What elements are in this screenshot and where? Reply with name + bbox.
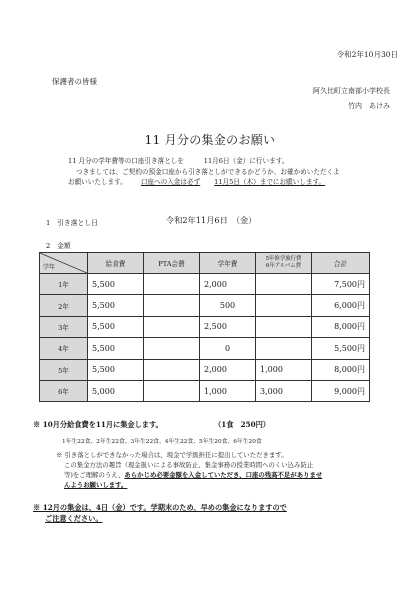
lunch-counts: 1年生22食、2年生22食、3年生22食、4年生22食、5年生20食、6年生20食 bbox=[62, 439, 262, 445]
cell-grade: 1年 bbox=[40, 274, 88, 295]
table-row bbox=[40, 380, 370, 401]
cell-lunch: 5,500 bbox=[88, 359, 144, 380]
sender-school: 阿久比町立南部小学校長 bbox=[313, 87, 390, 95]
cell-grade-fee: 2,000 bbox=[200, 274, 256, 295]
cell-total: 6,000円 bbox=[312, 295, 370, 316]
cell-lunch: 5,500 bbox=[88, 316, 144, 337]
cell-grade: 5年 bbox=[40, 359, 88, 380]
cell-travel bbox=[256, 274, 312, 295]
cell-travel: 3,000 bbox=[256, 380, 312, 401]
section-1-label: 1 引き落とし日 bbox=[46, 219, 98, 227]
cell-grade: 6年 bbox=[40, 380, 88, 401]
table-row bbox=[40, 316, 370, 337]
cell-total: 8,000円 bbox=[312, 359, 370, 380]
header-grade-fee: 学年費 bbox=[200, 253, 256, 274]
note2-line-2: ご注意ください。 bbox=[45, 514, 103, 523]
header-travel-line-2: 6年アルバム費 bbox=[265, 263, 302, 269]
cell-grade-fee: 2,000 bbox=[200, 359, 256, 380]
cell-travel: 1,000 bbox=[256, 359, 312, 380]
header-grade-label: 学年 bbox=[43, 264, 56, 271]
cell-grade-fee: 500 bbox=[200, 295, 256, 316]
para-line-4: んようお願いします。 bbox=[64, 481, 128, 489]
cell-total: 8,000円 bbox=[312, 316, 370, 337]
para-line-3a: 等)をご理解のうえ、 bbox=[64, 471, 125, 479]
cell-grade: 4年 bbox=[40, 338, 88, 359]
fee-table bbox=[39, 252, 370, 402]
cell-grade-fee: 1,000 bbox=[200, 380, 256, 401]
deposit-deadline-a: 口座への入金は必ず bbox=[140, 178, 201, 186]
cell-lunch: 5,000 bbox=[88, 380, 144, 401]
para-line-1: ※ 引き落としができなかった場合は、現金で学級担任に提出していただきます。 bbox=[56, 451, 288, 459]
table-row bbox=[40, 359, 370, 380]
table-row bbox=[40, 338, 370, 359]
intro-line-3 bbox=[68, 177, 398, 188]
cell-total: 9,000円 bbox=[312, 380, 370, 401]
deposit-deadline-b: 11月5日（木）までにお願いします。 bbox=[214, 178, 326, 186]
lunch-fee-notice: ※ 10月分給食費を11月に集金します。 bbox=[33, 420, 163, 429]
header-lunch: 給食費 bbox=[88, 253, 144, 274]
intro-line-1: 11 月分の学年費等の口座引き落としを 11月6日（金）に行います。 bbox=[68, 157, 289, 165]
header-grade bbox=[40, 253, 88, 274]
header-pta: PTA会費 bbox=[144, 253, 200, 274]
section-2-label: 2 金額 bbox=[46, 242, 71, 250]
intro-paragraph bbox=[68, 156, 398, 188]
withdrawal-failure-notice bbox=[56, 450, 376, 490]
december-collection-notice bbox=[33, 502, 383, 524]
cell-pta bbox=[144, 274, 200, 295]
withdrawal-date: 令和2年11月6日 （金） bbox=[166, 215, 257, 225]
para-line-2: この集金方法の趣旨（現金扱いによる事故防止、集金事務の授業時間へのくい込み防止 bbox=[64, 461, 314, 469]
cell-pta bbox=[144, 316, 200, 337]
cell-grade: 2年 bbox=[40, 295, 88, 316]
cell-lunch: 5,500 bbox=[88, 295, 144, 316]
cell-travel bbox=[256, 338, 312, 359]
cell-pta bbox=[144, 359, 200, 380]
cell-grade: 3年 bbox=[40, 316, 88, 337]
lunch-unit-price: （1食 250円） bbox=[214, 420, 270, 429]
cell-travel bbox=[256, 295, 312, 316]
cell-pta bbox=[144, 295, 200, 316]
fee-table-header bbox=[40, 253, 370, 274]
note2-line-1: ※ 12月の集金は、4日（金）です。学期末のため、早めの集金になりますので bbox=[33, 503, 287, 512]
cell-lunch: 5,500 bbox=[88, 274, 144, 295]
deposit-request: あらかじめ必要金額を入金していただき、口座の残高不足がありませ bbox=[124, 471, 323, 479]
cell-total: 5,500円 bbox=[312, 338, 370, 359]
document-title: 11 月分の集金のお願い bbox=[144, 133, 276, 147]
document-date: 令和2年10月30日 bbox=[336, 50, 398, 59]
header-travel-album bbox=[256, 253, 312, 274]
cell-grade-fee: 0 bbox=[200, 338, 256, 359]
para-line-3 bbox=[56, 470, 376, 480]
addressee: 保護者の皆様 bbox=[52, 77, 97, 86]
sender-name: 竹内 あけみ bbox=[348, 102, 390, 110]
table-row bbox=[40, 295, 370, 316]
cell-total: 7,500円 bbox=[312, 274, 370, 295]
header-travel-line-1: 5年修学旅行費 bbox=[265, 256, 302, 262]
intro-line-2: つきましては、ご契約の預金口座から引き落としができるかどうか、お確かめいただくよ bbox=[76, 167, 340, 176]
intro-line-3a: お願いいたします。 bbox=[68, 178, 127, 186]
header-total: 合計 bbox=[312, 253, 370, 274]
cell-lunch: 5,500 bbox=[88, 338, 144, 359]
cell-grade-fee: 2,500 bbox=[200, 316, 256, 337]
cell-pta bbox=[144, 338, 200, 359]
cell-pta bbox=[144, 380, 200, 401]
table-row bbox=[40, 274, 370, 295]
cell-travel bbox=[256, 316, 312, 337]
